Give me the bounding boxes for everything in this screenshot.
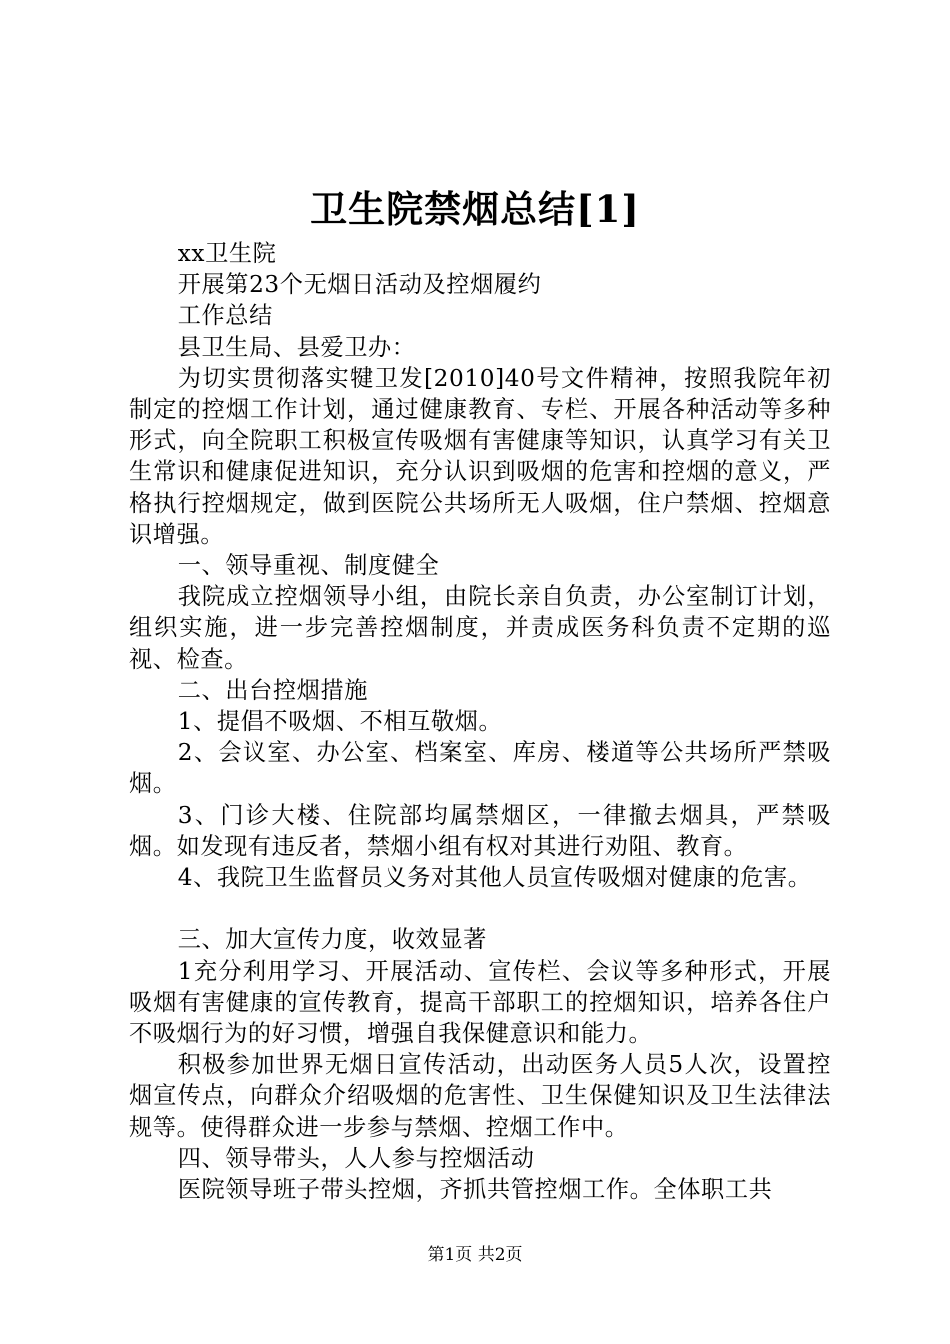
paragraph-section-1: 我院成立控烟领导小组，由院长亲自负责，办公室制订计划，组织实施，进一步完善控烟制度，并责成医务科负责不定期的巡视、检查。	[129, 583, 831, 673]
section-heading-4: 四、领导带头，人人参与控烟活动	[177, 1144, 535, 1172]
list-item-measure-2: 2、会议室、办公室、档案室、库房、楼道等公共场所严禁吸烟。	[129, 739, 831, 798]
list-item-measure-1: 1、提倡不吸烟、不相互敬烟。	[177, 708, 503, 736]
paragraph-summary-label: 工作总结	[177, 302, 273, 330]
section-heading-1: 一、领导重视、制度健全	[177, 552, 440, 580]
list-item-measure-3: 3、门诊大楼、住院部均属禁烟区，一律撤去烟具，严禁吸烟。如发现有违反者，禁烟小组有权对其进行劝阻、教育。	[129, 801, 831, 860]
blank-line	[129, 893, 831, 924]
page-footer: 第1页 共2页	[427, 1245, 523, 1265]
document-body	[129, 238, 831, 1205]
paragraph-subtitle: 开展第23个无烟日活动及控烟履约	[177, 271, 542, 299]
section-heading-3: 三、加大宣传力度，收效显著	[177, 926, 487, 954]
paragraph-section-3-b: 积极参加世界无烟日宣传活动，出动医务人员5人次，设置控烟宣传点，向群众介绍吸烟的危害性、卫生保健知识及卫生法律法规等。使得群众进一步参与禁烟、控烟工作中。	[129, 1051, 831, 1141]
paragraph-addressee: 县卫生局、县爱卫办：	[177, 333, 416, 361]
list-item-measure-4: 4、我院卫生监督员义务对其他人员宣传吸烟对健康的危害。	[177, 864, 812, 892]
section-heading-2: 二、出台控烟措施	[177, 676, 369, 704]
paragraph-intro: 为切实贯彻落实犍卫发[2010]40号文件精神，按照我院年初制定的控烟工作计划，通过健康教育、专栏、开展各种活动等多种形式，向全院职工积极宣传吸烟有害健康等知识，认真学习有关卫生常识和健康促进知识，充分认识到吸烟的危害和控烟的意义，严格执行控烟规定，做到医院公共场所无人吸烟，住户禁烟、控烟意识增强。	[129, 364, 831, 548]
paragraph-section-4: 医院领导班子带头控烟，齐抓共管控烟工作。全体职工共	[177, 1176, 773, 1204]
document-title: 卫生院禁烟总结[1]	[310, 187, 640, 231]
paragraph-hospital-name: xx卫生院	[177, 240, 277, 267]
paragraph-section-3-a: 1充分利用学习、开展活动、宣传栏、会议等多种形式，开展吸烟有害健康的宣传教育，提高干部职工的控烟知识，培养各住户不吸烟行为的好习惯，增强自我保健意识和能力。	[129, 957, 831, 1048]
